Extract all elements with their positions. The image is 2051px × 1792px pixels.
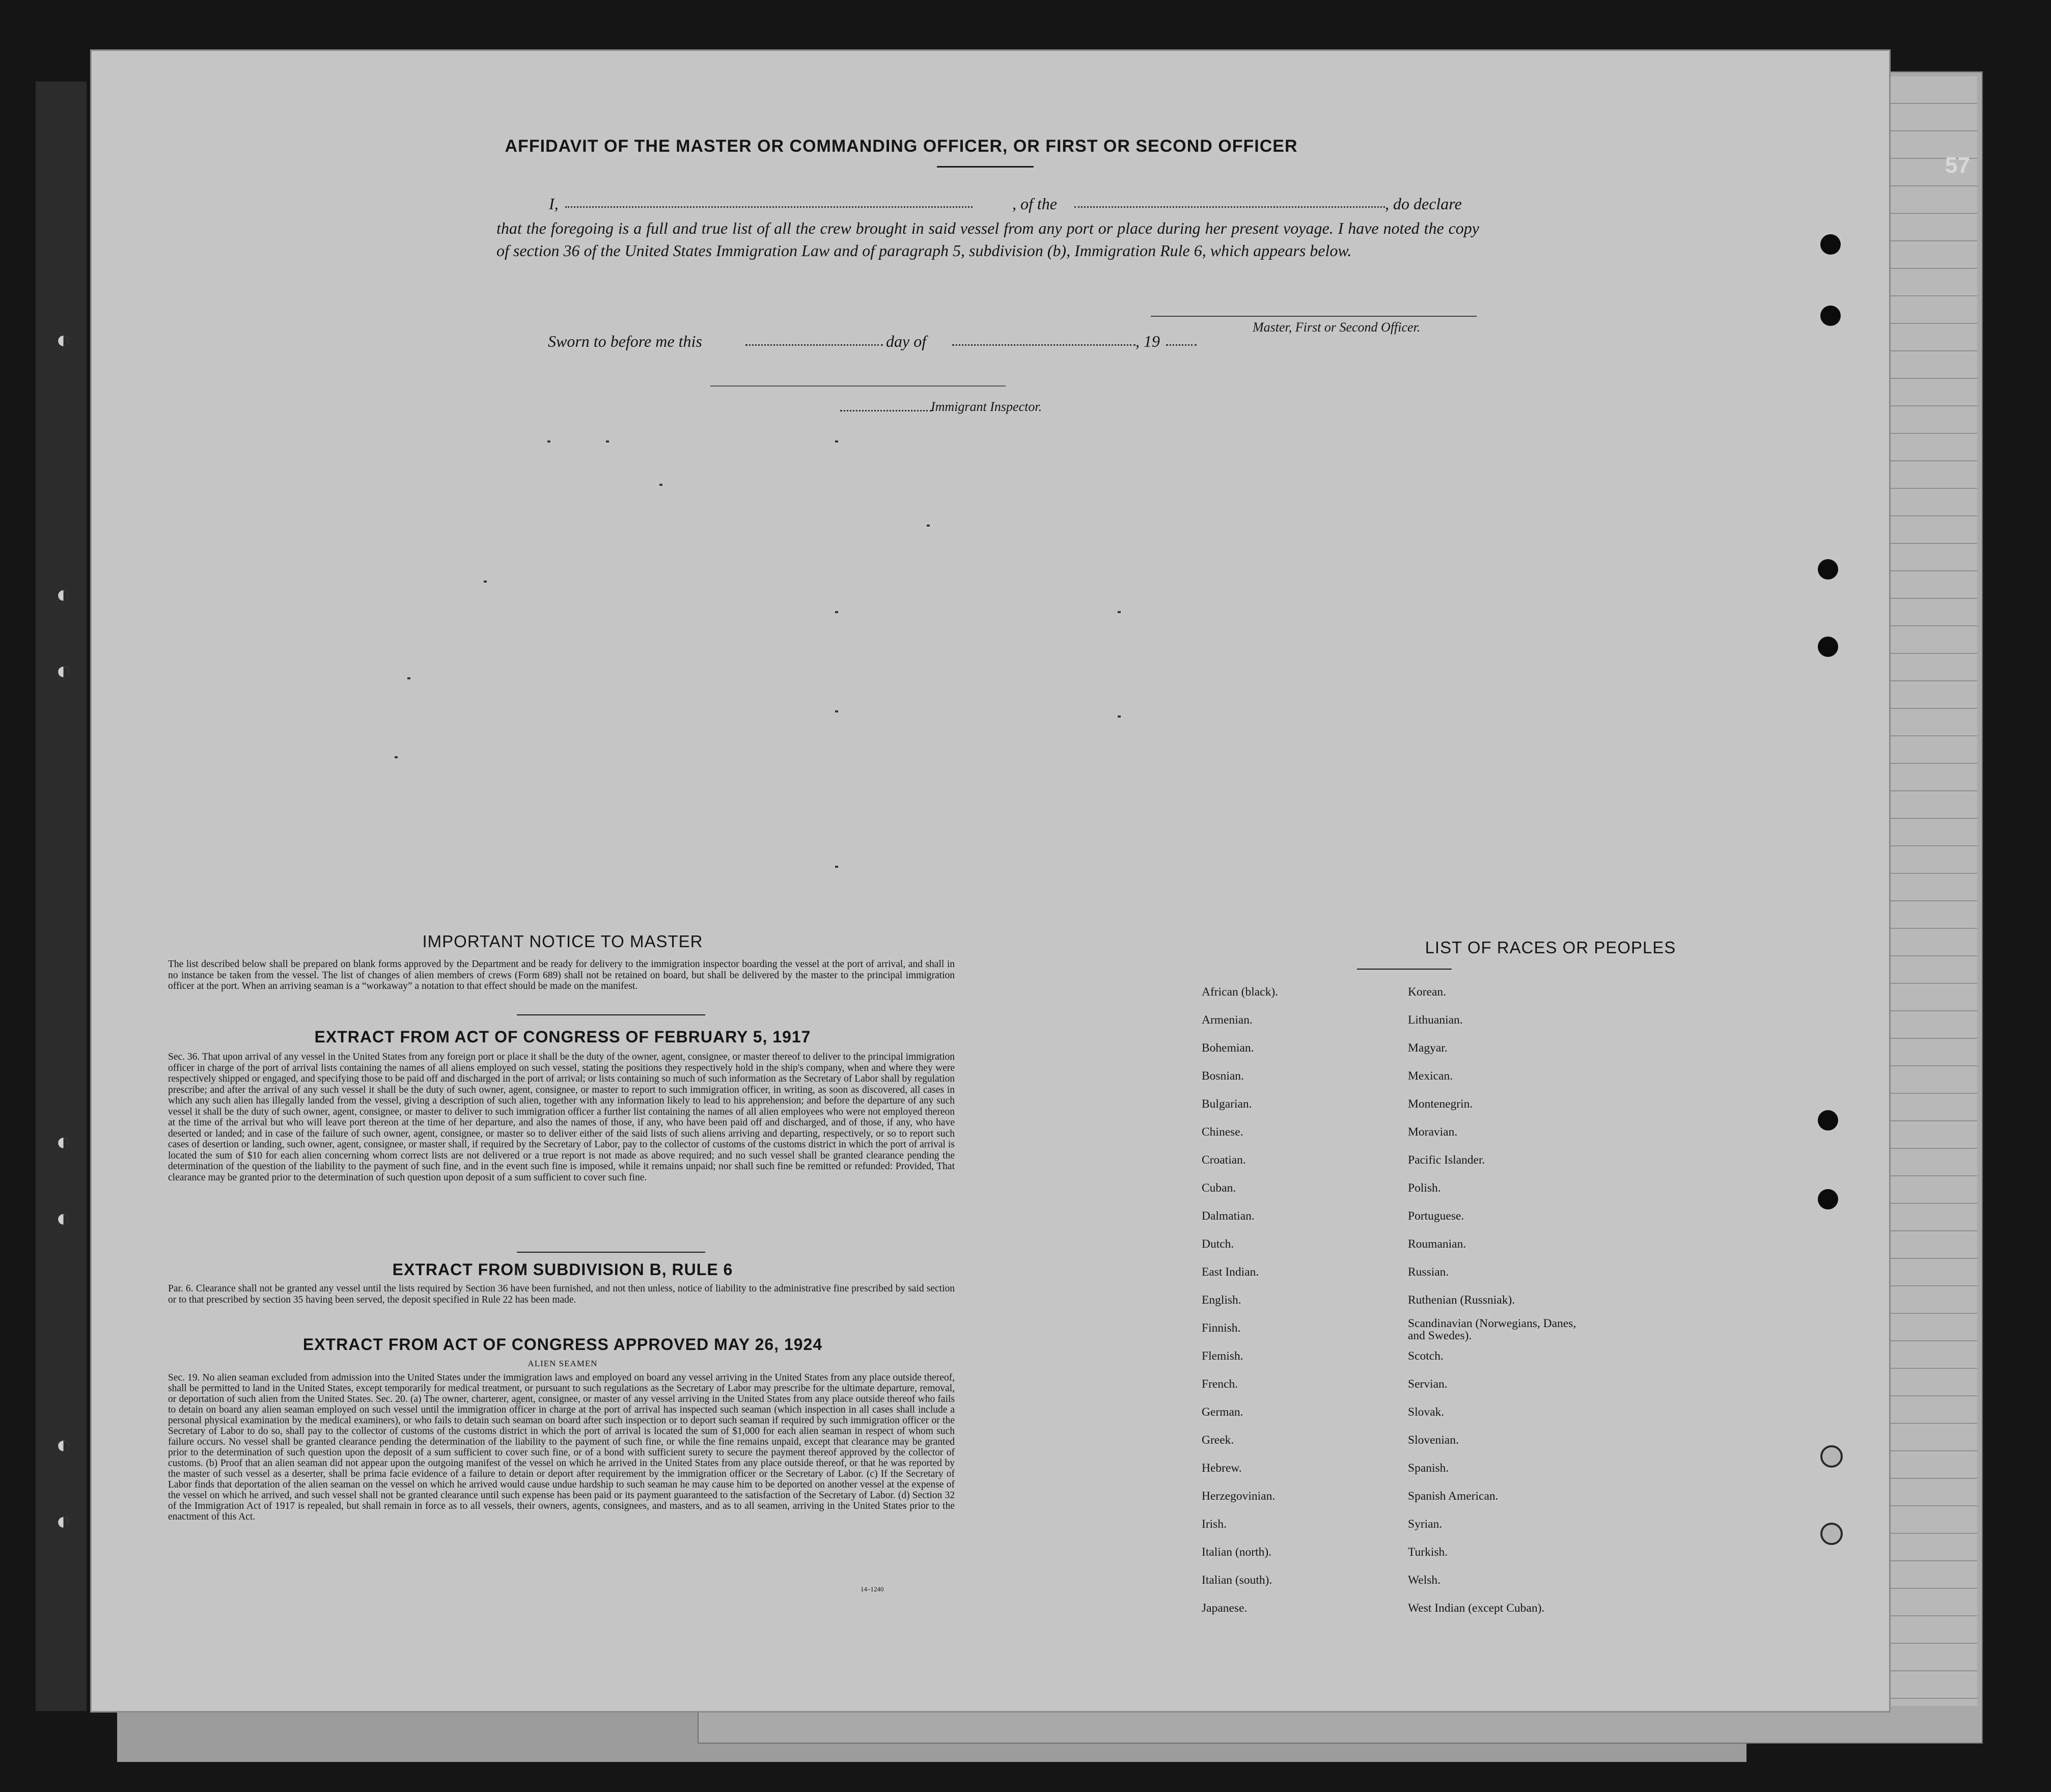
signature-label: Master, First or Second Officer. xyxy=(1253,320,1421,335)
punch-hole xyxy=(1818,1110,1838,1131)
faint-mark xyxy=(659,484,662,486)
punch-hole xyxy=(1820,234,1841,255)
faint-mark xyxy=(835,866,838,868)
affidavit-of-the: , of the xyxy=(1012,195,1057,213)
race-item: Korean. xyxy=(1408,985,1447,999)
race-item: Bohemian. xyxy=(1202,1041,1254,1055)
sworn-year-blank[interactable] xyxy=(1166,344,1197,346)
faint-mark xyxy=(835,611,838,613)
faint-mark xyxy=(407,677,410,679)
inspector-line xyxy=(710,385,1006,387)
faint-mark xyxy=(1118,611,1121,613)
race-item: Greek. xyxy=(1202,1433,1234,1447)
binding-clip: ◐ xyxy=(56,326,71,353)
affidavit-title: AFFIDAVIT OF THE MASTER OR COMMANDING OFFICER, OR FIRST OR SECOND OFFICER xyxy=(505,136,1298,156)
race-item: Dutch. xyxy=(1202,1237,1234,1251)
race-item: Bosnian. xyxy=(1202,1069,1244,1083)
sworn-day-blank[interactable] xyxy=(745,344,883,346)
race-item: Welsh. xyxy=(1408,1574,1441,1587)
page-number: 57 xyxy=(1945,153,1970,178)
race-item: Japanese. xyxy=(1202,1602,1248,1615)
name-blank[interactable] xyxy=(565,206,973,208)
race-item: Bulgarian. xyxy=(1202,1097,1252,1111)
faint-mark xyxy=(484,581,487,583)
race-item: Irish. xyxy=(1202,1518,1227,1531)
race-item: Magyar. xyxy=(1408,1041,1448,1055)
sworn-month-blank[interactable] xyxy=(952,344,1135,346)
race-item: Polish. xyxy=(1408,1181,1441,1195)
inspector-label: Immigrant Inspector. xyxy=(931,399,1042,414)
affidavit-declare: , do declare xyxy=(1385,195,1462,213)
form-number: 14–1240 xyxy=(861,1585,884,1593)
race-item: Spanish American. xyxy=(1408,1490,1499,1503)
race-item: German. xyxy=(1202,1405,1243,1419)
race-item: Montenegrin. xyxy=(1408,1097,1473,1111)
race-item: African (black). xyxy=(1202,985,1279,999)
binding-clip: ◐ xyxy=(56,1128,71,1155)
race-item: Roumanian. xyxy=(1408,1237,1466,1251)
race-item: Syrian. xyxy=(1408,1518,1443,1531)
race-item: Herzegovinian. xyxy=(1202,1490,1276,1503)
race-item: East Indian. xyxy=(1202,1265,1259,1279)
signature-line xyxy=(1151,316,1477,317)
race-item: Lithuanian. xyxy=(1408,1013,1463,1027)
race-item: Finnish. xyxy=(1202,1321,1241,1335)
race-item: Russian. xyxy=(1408,1265,1449,1279)
race-item: Dalmatian. xyxy=(1202,1209,1255,1223)
punch-hole xyxy=(1820,306,1841,326)
extract-1924-subtitle: ALIEN SEAMEN xyxy=(528,1359,598,1368)
binding-clip: ◐ xyxy=(56,1508,71,1535)
document-page xyxy=(92,51,1889,1711)
faint-mark xyxy=(835,440,838,443)
punch-hole xyxy=(1818,637,1838,657)
faint-mark xyxy=(395,756,398,758)
race-item: Pacific Islander. xyxy=(1408,1153,1485,1167)
races-title-rule xyxy=(1357,969,1452,970)
race-item: Ruthenian (Russniak). xyxy=(1408,1293,1515,1307)
race-item: Italian (north). xyxy=(1202,1546,1272,1559)
faint-mark xyxy=(606,440,609,443)
binding-clip: ◐ xyxy=(56,1431,71,1458)
faint-mark xyxy=(927,525,930,527)
race-item: Scotch. xyxy=(1408,1349,1444,1363)
notice-body: The list described below shall be prepared on blank forms approved by the Department and be ready for delivery to the immigration inspector boarding the vessel at the port of arrival, and shall in no instance be taken from the vessel. The list of changes of alien members of crews (Form 689) shall not be retained on board, but shall be delivered by the master to the principal immigration officer at the port. When an arriving seaman is a “workaway” a notation to that effect should be made on the manifest. xyxy=(168,959,955,991)
race-item: Italian (south). xyxy=(1202,1574,1272,1587)
day-of-text: day of xyxy=(886,332,927,350)
binding-clip: ◐ xyxy=(56,581,71,608)
extract-1917-title: EXTRACT FROM ACT OF CONGRESS OF FEBRUARY 5, 1917 xyxy=(314,1028,811,1046)
race-item: Mexican. xyxy=(1408,1069,1453,1083)
punch-hole xyxy=(1818,559,1838,580)
affidavit-title-rule xyxy=(937,166,1034,168)
faint-mark xyxy=(1118,715,1121,718)
race-item: Turkish. xyxy=(1408,1546,1448,1559)
faint-mark xyxy=(835,710,838,712)
race-item: Hebrew. xyxy=(1202,1462,1242,1475)
race-item: Flemish. xyxy=(1202,1349,1243,1363)
sworn-text: Sworn to before me this xyxy=(548,332,702,350)
race-item: English. xyxy=(1202,1293,1241,1307)
faint-mark xyxy=(547,440,550,443)
extract-rule6-title: EXTRACT FROM SUBDIVISION B, RULE 6 xyxy=(392,1260,733,1279)
extract-1917-rule xyxy=(517,1252,705,1253)
affidavit-body: that the foregoing is a full and true list of all the crew brought in said vessel from any port or place during her present voyage. I have noted the copy of section 36 of the United States Immigration Law and of paragraph 5, subdivision (b), Immigration Rule 6, which appears below. xyxy=(496,219,1479,260)
race-item: Slovenian. xyxy=(1408,1433,1459,1447)
race-item: Portuguese. xyxy=(1408,1209,1464,1223)
inspector-dots xyxy=(840,410,932,411)
punch-hole-ring xyxy=(1820,1523,1843,1545)
ruled-page-edge xyxy=(1874,76,1977,1706)
race-item: Slovak. xyxy=(1408,1405,1445,1419)
race-item: Chinese. xyxy=(1202,1125,1243,1139)
extract-1917-body: Sec. 36. That upon arrival of any vessel in the United States from any foreign port or place it shall be the duty of the owner, agent, consignee, or master thereof to deliver to the principal immigration officer in charge of the port of arrival lists containing the names of all aliens employed on such vessel, stating the positions they respectively hold in the ship's company, when and where they were respectively shipped or engaged, and specifying those to be paid off and discharged in the port of arrival; or lists containing so much of such information as the Secretary of Labor shall by regulation prescribe; and after the arrival of any such vessel it shall be the duty of such owner, agent, consignee, or master to report to such immigration officer, in writing, as soon as discovered, all cases in which any such alien has illegally landed from the vessel, giving a description of such alien, together with any information likely to lead to his apprehension; and before the departure of any such vessel it shall be the duty of such owner, agent, consignee, or master to deliver to such immigration officer a further list containing the names of all alien employees who were not employed thereon at the time of the arrival but who will leave port thereon at the time of her departure, and also the names of those, if any, who have been paid off and discharged, and of those, if any, who have deserted or landed; and in case of the failure of such owner, agent, consignee, or master so to deliver either of the said lists of such aliens arriving and departing, respectively, or so to report such cases of desertion or landing, such owner, agent, consignee, or master shall, if required by the Secretary of Labor, pay to the collector of customs of the customs district in which the port of arrival is located the sum of $10 for each alien concerning whom correct lists are not delivered or a true report is not made as above required; and no such vessel shall be granted clearance pending the determination of the question of the liability to the payment of such fine, and in the event such fine is imposed, while it remains unpaid; nor shall such fine be remitted or refunded: Provided, That clearance may be granted prior to the determination of such question upon deposit of a sum sufficient to cover such fine. xyxy=(168,1052,955,1183)
race-item: West Indian (except Cuban). xyxy=(1408,1602,1545,1615)
race-item: French. xyxy=(1202,1377,1238,1391)
race-item: Cuban. xyxy=(1202,1181,1236,1195)
notice-title: IMPORTANT NOTICE TO MASTER xyxy=(422,932,703,951)
affidavit-line-i: I, xyxy=(549,195,559,213)
race-item: Moravian. xyxy=(1408,1125,1458,1139)
vessel-blank[interactable] xyxy=(1074,206,1385,208)
binding-clip: ◐ xyxy=(56,1205,71,1232)
punch-hole-ring xyxy=(1820,1445,1843,1468)
year-text: , 19 xyxy=(1135,332,1160,350)
notice-rule xyxy=(517,1014,705,1015)
race-item: Armenian. xyxy=(1202,1013,1253,1027)
race-item: Servian. xyxy=(1408,1377,1448,1391)
binding-clip: ◐ xyxy=(56,657,71,684)
extract-1924-title: EXTRACT FROM ACT OF CONGRESS APPROVED MAY 26, 1924 xyxy=(302,1335,823,1354)
punch-hole xyxy=(1818,1189,1838,1209)
races-title: LIST OF RACES OR PEOPLES xyxy=(1425,938,1676,957)
race-item: Croatian. xyxy=(1202,1153,1246,1167)
extract-rule6-body: Par. 6. Clearance shall not be granted any vessel until the lists required by Section 36 have been furnished, and not then unless, notice of liability to the administrative fine prescribed by said section or to that prescribed by section 35 having been served, the deposit specified in Rule 22 has been made. xyxy=(168,1283,955,1305)
extract-1924-body: Sec. 19. No alien seaman excluded from admission into the United States under the immigration laws and employed on board any vessel arriving in the United States from any place outside thereof, shall be permitted to land in the United States, except temporarily for medical treatment, or pursuant to such regulations as the Secretary of Labor may prescribe for the ultimate departure, removal, or deportation of such alien from the United States. Sec. 20. (a) The owner, charterer, agent, consignee, or master of any vessel arriving in the United States from any place outside thereof who fails to detain on board any alien seaman employed on such vessel until the immigration officer in charge at the port of arrival has inspected such seaman (which inspection in all cases shall include a personal physical examination by the medical examiners), or who fails to detain such seaman on board after such inspection or to deport such seaman if required by such immigration officer or the Secretary of Labor to do so, shall pay to the collector of customs of the customs district in which the port of arrival is located the sum of $1,000 for each alien seaman in respect of whom such failure occurs. No vessel shall be granted clearance pending the determination of the liability to the payment of such fine, or while the fine remains unpaid, except that clearance may be granted prior to the determination of such question upon the deposit of a sum sufficient to cover such fine, or of a bond with sufficient surety to secure the payment thereof approved by the collector of customs. (b) Proof that an alien seaman did not appear upon the outgoing manifest of the vessel on which he arrived in the United States from any place outside thereof, or that he was reported by the master of such vessel as a deserter, shall be prima facie evidence of a failure to detain or deport after requirement by the immigration officer or the Secretary of Labor. (c) If the Secretary of Labor finds that deportation of the alien seaman on the vessel on which he arrived would cause undue hardship to such seaman he may cause him to be deported on another vessel at the expense of the vessel on which he arrived, and such vessel shall not be granted clearance until such expense has been paid or its payment guaranteed to the satisfaction of the Secretary of Labor. (d) Section 32 of the Immigration Act of 1917 is repealed, but shall remain in force as to all vessels, their owners, agents, consignees, and masters, and as to all seamen, arriving in the United States prior to the enactment of this Act. xyxy=(168,1372,955,1522)
race-item: Scandinavian (Norwegians, Danes, and Swedes). xyxy=(1408,1317,1576,1342)
race-item: Spanish. xyxy=(1408,1462,1449,1475)
